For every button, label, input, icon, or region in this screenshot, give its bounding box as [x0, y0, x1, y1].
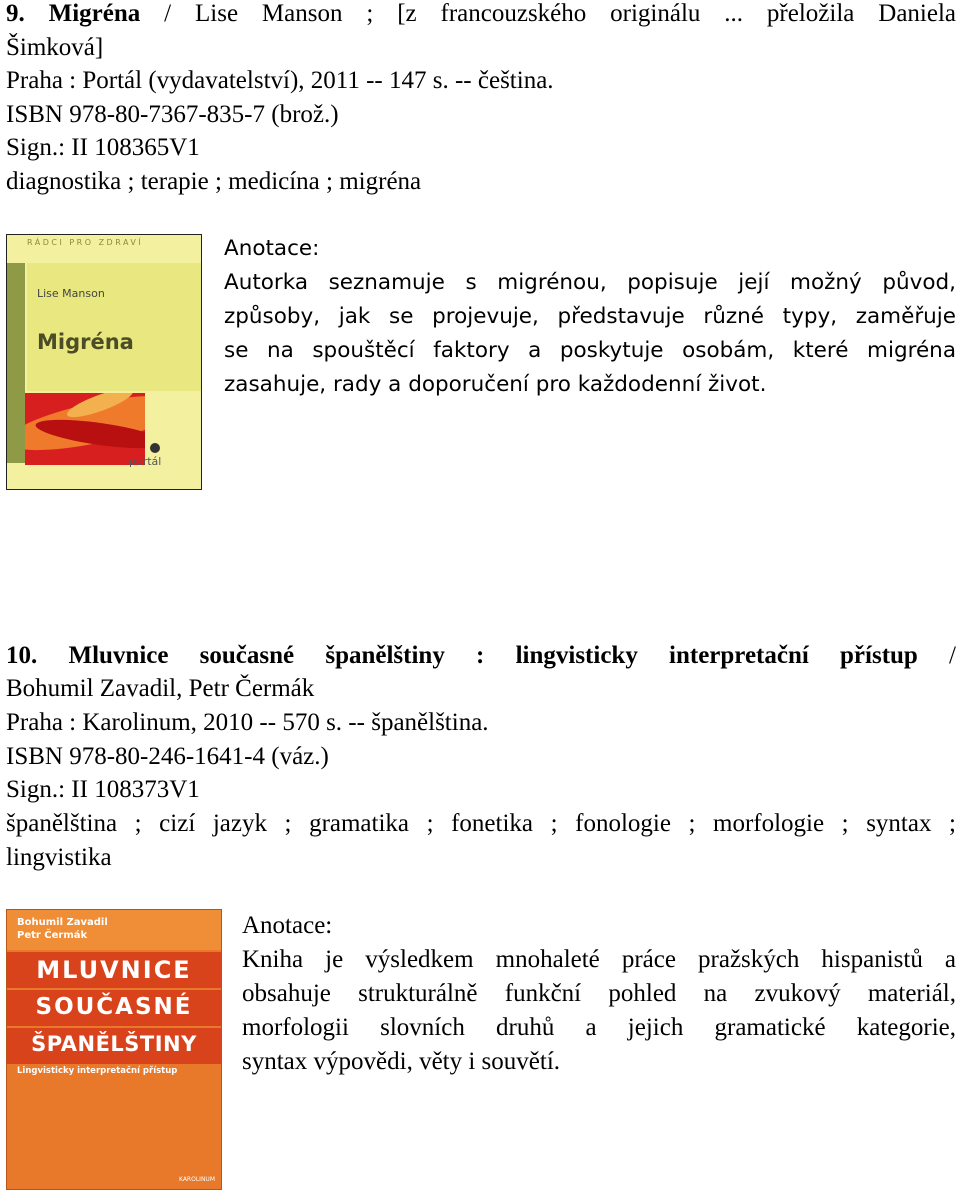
- cover-series: RÁDCI PRO ZDRAVÍ: [27, 238, 144, 247]
- entry-isbn: ISBN 978-80-7367-835-7 (brož.): [6, 101, 339, 128]
- annotation-label: Anotace:: [242, 912, 333, 939]
- cover-title-3: ŠPANĚLŠTINY: [31, 1032, 197, 1056]
- entry-subjects: španělština ; cizí jazyk ; gramatika ; fonetika ; fonologie ; morfologie ; syntax ;: [6, 810, 956, 837]
- entry-responsibility-cont: Šimková]: [6, 34, 104, 61]
- entry-signature: Sign.: II 108373V1: [6, 776, 200, 803]
- annotation-line: syntax výpovědi, věty i souvětí.: [242, 1048, 561, 1075]
- entry-responsibility: Bohumil Zavadil, Petr Čermák: [6, 675, 315, 702]
- cover-subtitle: Lingvisticky interpretační přístup: [17, 1066, 178, 1076]
- title-separator: /: [140, 0, 195, 27]
- entry-responsibility: Lise Manson ; [z francouzského originálu ... přeložila Daniela: [195, 0, 957, 27]
- entry-9-heading: [6, 0, 956, 31]
- cover-publisher: KAROLINUM: [179, 1176, 215, 1183]
- book-cover-migrena: [6, 234, 202, 490]
- annotation-line: způsoby, jak se projevuje, představuje různé typy, zaměřuje: [224, 304, 956, 329]
- entry-10-annotation: [242, 909, 956, 1079]
- entry-imprint: Praha : Portál (vydavatelství), 2011 -- 147 s. -- čeština.: [6, 67, 554, 94]
- entry-number: 9.: [6, 0, 25, 27]
- entry-number: 10.: [6, 642, 38, 669]
- cover-stripe: [7, 263, 25, 463]
- annotation-line: Autorka seznamuje s migrénou, popisuje její možný původ,: [224, 270, 956, 295]
- annotation-label: Anotace:: [224, 236, 320, 261]
- entry-9-annotation: [224, 232, 956, 402]
- book-cover-mluvnice: [6, 909, 222, 1190]
- cover-author: Lise Manson: [37, 287, 105, 300]
- entry-signature: Sign.: II 108365V1: [6, 134, 200, 161]
- annotation-line: morfologii slovních druhů a jejich gramatické kategorie,: [242, 1014, 956, 1041]
- title-separator: /: [917, 642, 957, 669]
- annotation-line: se na spouštěcí faktory a poskytuje osobám, které migréna: [224, 338, 956, 363]
- cover-title: Migréna: [37, 330, 134, 354]
- cover-publisher: portál: [129, 455, 162, 468]
- annotation-line: obsahuje strukturálně funkční pohled na zvukový materiál,: [242, 980, 956, 1007]
- cover-title-2: SOUČASNÉ: [35, 994, 193, 1020]
- cover-artwork: [25, 393, 145, 465]
- cover-band: [27, 263, 202, 391]
- entry-10-heading: [6, 639, 956, 673]
- annotation-line: Kniha je výsledkem mnohaleté práce pražských hispanistů a: [242, 946, 956, 973]
- cover-author: Bohumil Zavadil Petr Čermák: [17, 917, 108, 941]
- entry-title: Mluvnice současné španělštiny : lingvisticky interpretační přístup: [68, 642, 918, 669]
- entry-title: Migréna: [48, 0, 141, 27]
- entry-isbn: ISBN 978-80-246-1641-4 (váz.): [6, 743, 329, 770]
- entry-subjects: diagnostika ; terapie ; medicína ; migréna: [6, 168, 422, 195]
- annotation-line: zasahuje, rady a doporučení pro každodenní život.: [224, 372, 767, 397]
- entry-subjects-cont: lingvistika: [6, 844, 112, 871]
- entry-imprint: Praha : Karolinum, 2010 -- 570 s. -- španělština.: [6, 709, 489, 736]
- cover-title-1: MLUVNICE: [36, 956, 192, 984]
- publisher-logo-icon: [150, 443, 160, 453]
